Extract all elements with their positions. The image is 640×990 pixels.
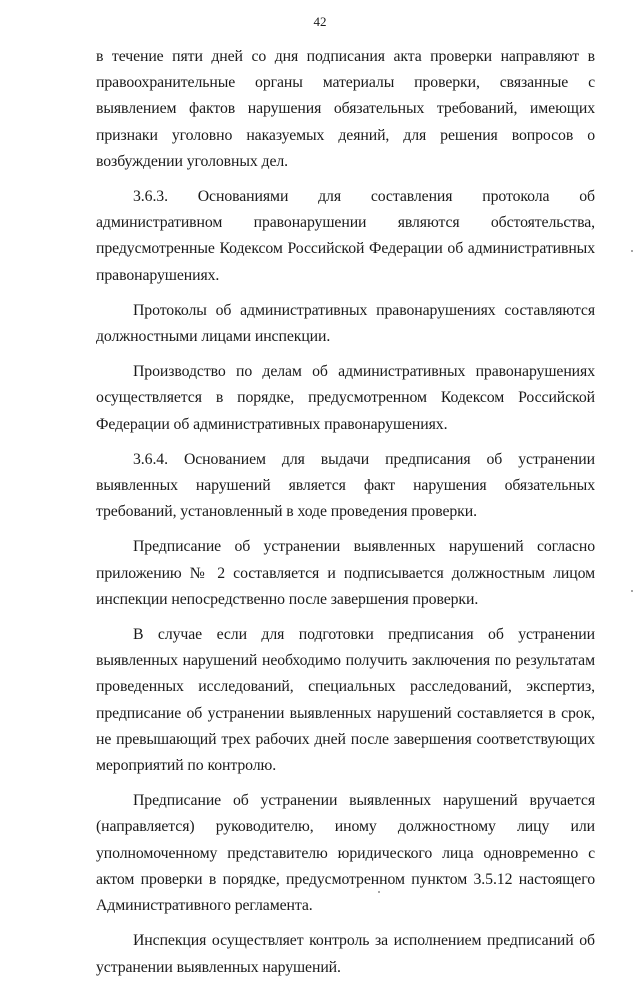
paragraph-4: Производство по делам об административных правонарушениях осуществляется в порядке, предусмотренном Кодексом Российской Федерации об административных правонарушениях.: [96, 363, 595, 433]
paragraph-8: Предписание об устранении выявленных нарушений вручается (направляется) руководителю, иному должностному лицу или уполномоченному представителю юридического лица одновременно с актом проверки в порядке, предусмотренном пунктом 3.5.12 настоящего Административного регламента.: [96, 792, 595, 915]
paragraph-3: Протоколы об административных правонарушениях составляются должностными лицами инспекции.: [96, 301, 595, 346]
page-number: 42: [313, 14, 327, 29]
scan-speck: [378, 891, 380, 893]
scan-speck: [631, 250, 633, 252]
paragraph-7: В случае если для подготовки предписания об устранении выявленных нарушений необходимо получить заключения по результатам проведенных исследований, специальных расследований, экспертиз, предписание об устранении выявленных нарушений составляется в срок, не превышающий трех рабочих дней после завершения соответствующих мероприятий по контролю.: [96, 626, 595, 775]
paragraph-1: в течение пяти дней со дня подписания акта проверки направляют в правоохранительные органы материалы проверки, связанные с выявлением фактов нарушения обязательных требований, имеющих признаки уголовно наказуемых деяний, для решения вопросов о возбуждении уголовных дел.: [96, 48, 595, 170]
scan-speck: [631, 590, 633, 592]
paragraph-5: 3.6.4. Основанием для выдачи предписания об устранении выявленных нарушений является факт нарушения обязательных требований, установленный в ходе проведения проверки.: [96, 450, 595, 521]
document-body: [96, 44, 595, 990]
paragraph-9: Инспекция осуществляет контроль за исполнением предписаний об устранении выявленных нарушений.: [96, 932, 595, 976]
paragraph-6: Предписание об устранении выявленных нарушений согласно приложению № 2 составляется и подписывается должностным лицом инспекции непосредственно после завершения проверки.: [96, 538, 595, 608]
paragraph-2: 3.6.3. Основаниями для составления протокола об административном правонарушении являются обстоятельства, предусмотренные Кодексом Российской Федерации об административных правонарушениях.: [96, 188, 595, 284]
